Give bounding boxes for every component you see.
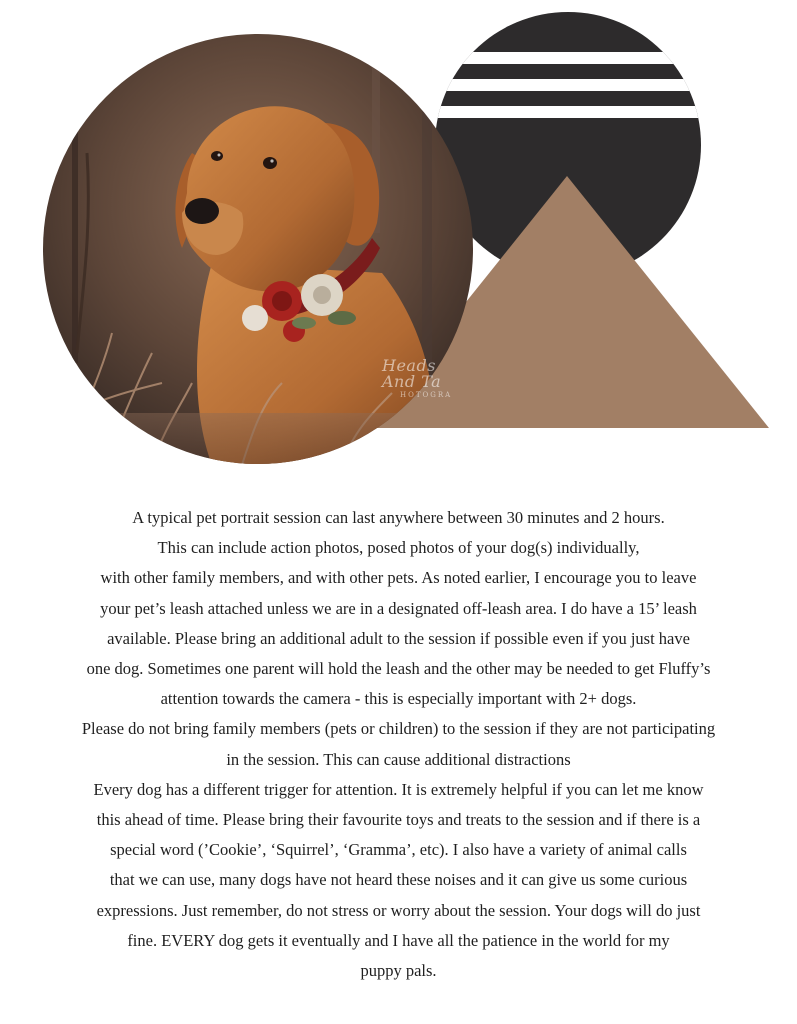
text-line: expressions. Just remember, do not stress or worry about the session. Your dogs will do just bbox=[96, 900, 701, 920]
text-line: A typical pet portrait session can last anywhere between 30 minutes and 2 hours. bbox=[132, 508, 665, 527]
dog-photo bbox=[42, 33, 474, 465]
photographer-watermark bbox=[382, 358, 474, 399]
text-line: in the session. This can cause additional distractions bbox=[226, 749, 571, 769]
watermark-name: Heads And Ta bbox=[382, 356, 442, 391]
text-line: one dog. Sometimes one parent will hold the leash and the other may be needed to get Fluffy’s bbox=[86, 659, 711, 679]
text-line: this ahead of time. Please bring their favourite toys and treats to the session and if there is a bbox=[96, 810, 701, 830]
text-line: that we can use, many dogs have not heard these noises and it can give us some curious bbox=[109, 870, 688, 890]
text-line: Please do not bring family members (pets or children) to the session if they are not participating bbox=[81, 719, 716, 739]
text-line: fine. EVERY dog gets it eventually and I have all the patience in the world for my bbox=[127, 930, 670, 950]
watermark-subtitle: HOTOGRA bbox=[400, 391, 453, 399]
text-line: with other family members, and with other pets. As noted earlier, I encourage you to leave bbox=[100, 568, 697, 588]
text-line: This can include action photos, posed photos of your dog(s) individually, bbox=[157, 538, 640, 558]
text-line: available. Please bring an additional adult to the session if possible even if you just have bbox=[107, 628, 690, 648]
text-line: your pet’s leash attached unless we are in a designated off-leash area. I do have a 15’ leash bbox=[100, 598, 697, 618]
header-graphic bbox=[0, 0, 797, 470]
text-line: special word (’Cookie’, ‘Squirrel’, ‘Gramma’, etc). I also have a variety of animal calls bbox=[110, 840, 687, 860]
text-line: Every dog has a different trigger for attention. It is extremely helpful if you can let me know bbox=[93, 779, 704, 799]
text-line: attention towards the camera - this is especially important with 2+ dogs. bbox=[160, 689, 637, 709]
dog-portrait-image bbox=[42, 33, 474, 465]
text-line: puppy pals. bbox=[360, 961, 437, 981]
session-info-text bbox=[40, 503, 757, 986]
